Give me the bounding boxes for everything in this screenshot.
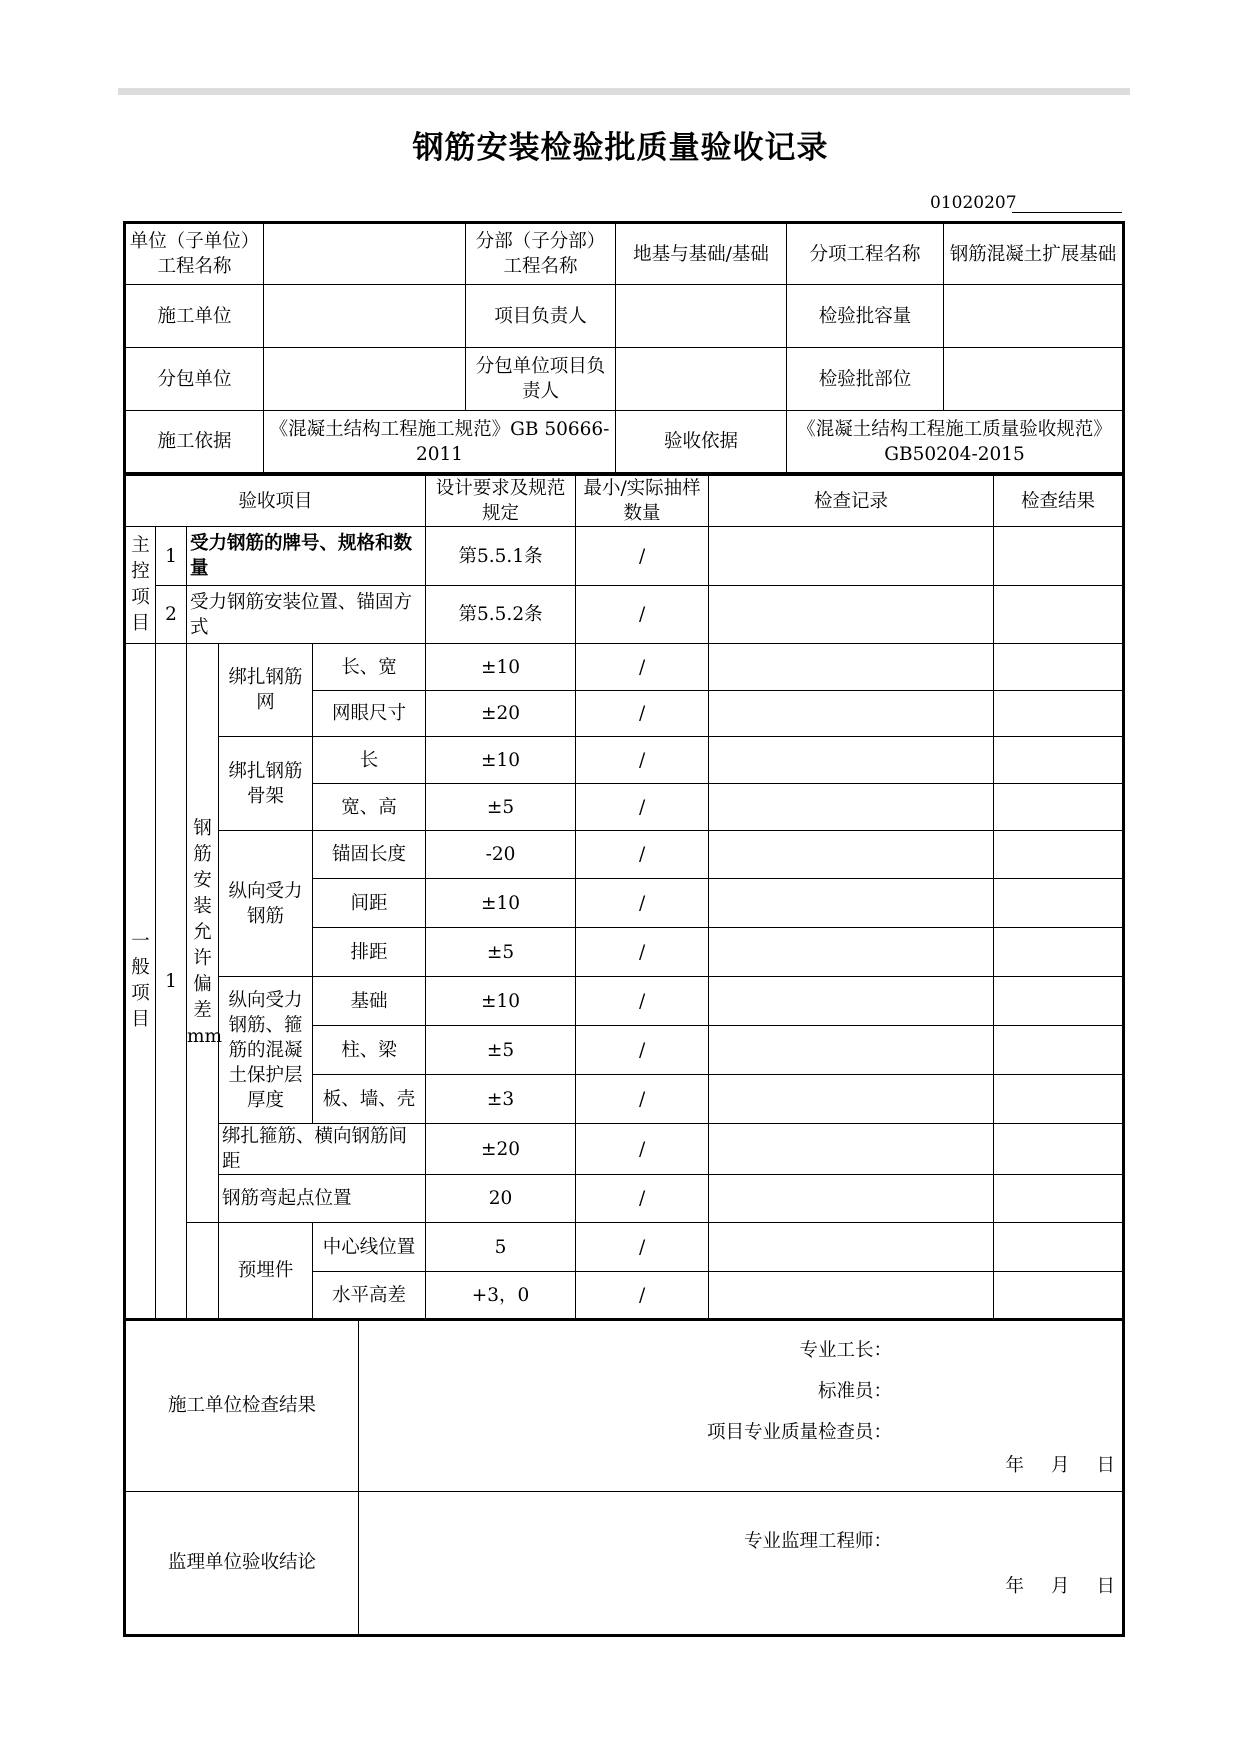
form-code: 01020207	[930, 193, 1017, 213]
design-value: ±5	[426, 928, 576, 977]
sample-value: /	[576, 527, 709, 586]
design-value: -20	[426, 831, 576, 879]
record-cell[interactable]	[709, 1026, 994, 1075]
batch-capacity-value[interactable]	[944, 285, 1124, 348]
construction-basis-value: 《混凝土结构工程施工规范》GB 50666-2011	[264, 411, 616, 474]
sample-value: /	[576, 1124, 709, 1175]
sub-item: 板、墙、壳	[313, 1075, 426, 1124]
design-value: ±10	[426, 879, 576, 928]
table-row	[125, 1175, 1124, 1223]
item-name: 受力钢筋安装位置、锚固方式	[187, 586, 426, 644]
design-value: ±3	[426, 1075, 576, 1124]
sub-item: 长	[313, 737, 426, 784]
sample-value: /	[576, 831, 709, 879]
result-cell[interactable]	[994, 1124, 1124, 1175]
col-header-sample: 最小/实际抽样数量	[576, 476, 709, 527]
result-cell[interactable]	[994, 1026, 1124, 1075]
result-cell[interactable]	[994, 1272, 1124, 1320]
sub-item: 长、宽	[313, 644, 426, 691]
result-cell[interactable]	[994, 644, 1124, 691]
col-header-item: 验收项目	[125, 476, 426, 527]
result-cell[interactable]	[994, 879, 1124, 928]
inspection-table	[123, 475, 1125, 1321]
table-row	[125, 1124, 1124, 1175]
record-cell[interactable]	[709, 737, 994, 784]
batch-location-label: 检验批部位	[787, 348, 944, 411]
contractor-label: 施工单位	[125, 285, 264, 348]
unit-name-label: 单位（子单位）工程名称	[125, 223, 264, 285]
sub-item: 锚固长度	[313, 831, 426, 879]
group-cage: 绑扎钢筋骨架	[219, 737, 313, 831]
design-value: ±10	[426, 644, 576, 691]
record-cell[interactable]	[709, 1272, 994, 1320]
acceptance-basis-label: 验收依据	[616, 411, 787, 474]
record-cell[interactable]	[709, 784, 994, 831]
project-manager-value[interactable]	[616, 285, 787, 348]
subcontractor-value[interactable]	[264, 348, 466, 411]
sample-value: /	[576, 1026, 709, 1075]
result-cell[interactable]	[994, 1075, 1124, 1124]
general-items-label: 一般项目	[125, 644, 156, 1320]
subcontractor-label: 分包单位	[125, 348, 264, 411]
contractor-check-label: 施工单位检查结果	[125, 1319, 359, 1491]
record-cell[interactable]	[709, 831, 994, 879]
result-cell[interactable]	[994, 586, 1124, 644]
division-name-label: 分部（子分部）工程名称	[466, 223, 616, 285]
table-row	[125, 737, 1124, 784]
construction-basis-label: 施工依据	[125, 411, 264, 474]
design-value: 第5.5.2条	[426, 586, 576, 644]
group-embedded: 预埋件	[219, 1223, 313, 1320]
record-cell[interactable]	[709, 1175, 994, 1223]
sub-item: 宽、高	[313, 784, 426, 831]
sample-value: /	[576, 737, 709, 784]
sample-value: /	[576, 784, 709, 831]
result-cell[interactable]	[994, 831, 1124, 879]
sample-value: /	[576, 1075, 709, 1124]
quality-inspector-signature: 项目专业质量检查员：	[706, 1422, 892, 1443]
design-value: ±5	[426, 784, 576, 831]
col-header-design: 设计要求及规范规定	[426, 476, 576, 527]
design-value: 20	[426, 1175, 576, 1223]
table-row	[125, 527, 1124, 586]
record-cell[interactable]	[709, 691, 994, 737]
table-row	[125, 831, 1124, 879]
contractor-value[interactable]	[264, 285, 466, 348]
unit-name-value[interactable]	[264, 223, 466, 285]
result-cell[interactable]	[994, 1223, 1124, 1272]
sub-item: 基础	[313, 977, 426, 1026]
supervision-label: 监理单位验收结论	[125, 1491, 359, 1635]
design-value: ±20	[426, 1124, 576, 1175]
top-rule	[118, 88, 1130, 95]
sub-item: 水平高差	[313, 1272, 426, 1320]
sub-item: 中心线位置	[313, 1223, 426, 1272]
supervision-cell[interactable]	[359, 1491, 1124, 1635]
supervising-engineer-signature: 专业监理工程师：	[743, 1530, 892, 1552]
sub-manager-label: 分包单位项目负责人	[466, 348, 616, 411]
design-value: ±20	[426, 691, 576, 737]
supervision-date: 年 月 日	[1005, 1575, 1116, 1597]
form-title: 钢筋安装检验批质量验收记录	[412, 130, 829, 166]
sample-value: /	[576, 1175, 709, 1223]
sample-value: /	[576, 1223, 709, 1272]
group-stirrup: 绑扎箍筋、横向钢筋间距	[219, 1124, 426, 1175]
subitem-name-label: 分项工程名称	[787, 223, 944, 285]
signoff-table	[123, 1318, 1125, 1637]
sample-value: /	[576, 586, 709, 644]
project-manager-label: 项目负责人	[466, 285, 616, 348]
design-value: ±10	[426, 737, 576, 784]
design-value: ±5	[426, 1026, 576, 1075]
sample-value: /	[576, 977, 709, 1026]
sub-item: 排距	[313, 928, 426, 977]
sub-item: 间距	[313, 879, 426, 928]
design-value: +3，0	[426, 1272, 576, 1320]
row-number: 1	[156, 644, 187, 1320]
record-cell[interactable]	[709, 879, 994, 928]
sample-value: /	[576, 1272, 709, 1320]
result-cell[interactable]	[994, 977, 1124, 1026]
row-number: 2	[156, 586, 187, 644]
table-row	[125, 1223, 1124, 1272]
sample-value: /	[576, 691, 709, 737]
record-cell[interactable]	[709, 527, 994, 586]
result-cell[interactable]	[994, 1175, 1124, 1223]
batch-location-value[interactable]	[944, 348, 1124, 411]
result-cell[interactable]	[994, 928, 1124, 977]
sub-item: 网眼尺寸	[313, 691, 426, 737]
sample-value: /	[576, 644, 709, 691]
group-cover: 纵向受力钢筋、箍筋的混凝土保护层厚度	[219, 977, 313, 1124]
batch-capacity-label: 检验批容量	[787, 285, 944, 348]
col-header-record: 检查记录	[709, 476, 994, 527]
record-cell[interactable]	[709, 1124, 994, 1175]
header-table	[123, 221, 1125, 475]
record-cell[interactable]	[709, 1223, 994, 1272]
subitem-name-value[interactable]: 钢筋混凝土扩展基础	[944, 223, 1124, 285]
acceptance-basis-value: 《混凝土结构工程施工质量验收规范》GB50204-2015	[787, 411, 1124, 474]
contractor-check-cell[interactable]	[359, 1319, 1124, 1491]
sample-value: /	[576, 879, 709, 928]
table-row	[125, 977, 1124, 1026]
design-value: ±10	[426, 977, 576, 1026]
table-row	[125, 644, 1124, 691]
row-number: 1	[156, 527, 187, 586]
sub-manager-value[interactable]	[616, 348, 787, 411]
group-longitudinal: 纵向受力钢筋	[219, 831, 313, 977]
result-cell[interactable]	[994, 691, 1124, 737]
foreman-signature: 专业工长：	[799, 1340, 892, 1361]
table-row	[125, 586, 1124, 644]
record-cell[interactable]	[709, 977, 994, 1026]
result-cell[interactable]	[994, 784, 1124, 831]
group-bend: 钢筋弯起点位置	[219, 1175, 426, 1223]
sample-value: /	[576, 928, 709, 977]
group-mesh: 绑扎钢筋网	[219, 644, 313, 737]
col-header-result: 检查结果	[994, 476, 1124, 527]
sub-item: 柱、梁	[313, 1026, 426, 1075]
record-cell[interactable]	[709, 644, 994, 691]
record-cell[interactable]	[709, 1075, 994, 1124]
result-cell[interactable]	[994, 737, 1124, 784]
design-value: 5	[426, 1223, 576, 1272]
main-control-label: 主控项目	[125, 527, 156, 644]
design-value: 第5.5.1条	[426, 527, 576, 586]
standard-officer-signature: 标准员：	[817, 1381, 892, 1402]
record-cell[interactable]	[709, 586, 994, 644]
item-name: 受力钢筋的牌号、规格和数量	[187, 527, 426, 586]
form-code-blank	[1012, 212, 1122, 213]
division-name-value[interactable]: 地基与基础/基础	[616, 223, 787, 285]
result-cell[interactable]	[994, 527, 1124, 586]
blank-cell	[187, 1223, 219, 1320]
deviation-category: 钢筋安装允许偏差mm	[187, 644, 219, 1223]
record-cell[interactable]	[709, 928, 994, 977]
contractor-date: 年 月 日	[1005, 1455, 1116, 1476]
